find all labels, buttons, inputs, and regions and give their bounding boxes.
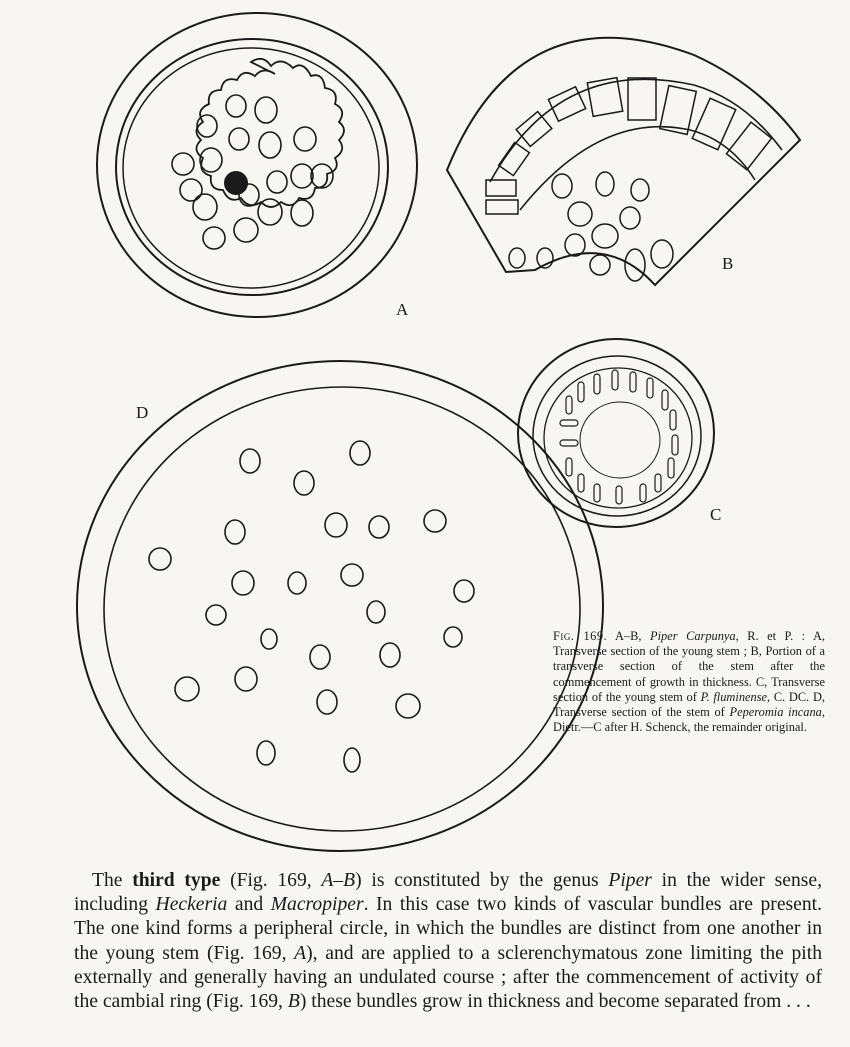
body-text: ) is constituted by the genus <box>355 870 609 891</box>
label-d: D <box>136 403 149 422</box>
body-text: . In this case two kinds of vascular bundles are present. The one kind forms a peripheral circle, in which the bundles are distinct from one another in the young stem (Fig. 169, <box>74 894 822 964</box>
body-text: in the wider sense, including <box>74 870 822 916</box>
body-italic: Piper <box>608 870 652 891</box>
label-c: C <box>710 505 722 524</box>
body-paragraph <box>74 869 822 1014</box>
figure-caption <box>553 629 825 735</box>
label-b: B <box>722 254 734 273</box>
body-text: (Fig. 169, <box>220 870 322 891</box>
body-bold: third type <box>132 870 221 891</box>
caption-species: P. fluminense <box>700 689 768 704</box>
section-b-drawing <box>447 38 800 285</box>
body-italic: Heckeria <box>155 894 228 916</box>
body-text: ), and are applied to a sclerenchymatous zone limiting the pith externally and generally having an undulated course ; after the commencement of activity of the cambial ring (Fig. 169, <box>74 942 822 1013</box>
section-c-drawing <box>518 339 714 527</box>
body-italic: A–B <box>321 870 356 891</box>
label-a: A <box>396 300 409 319</box>
caption-species: Piper Carpunya <box>650 629 736 643</box>
body-italic: B <box>287 991 300 1013</box>
body-text: and <box>227 894 271 916</box>
body-text: The <box>92 870 133 891</box>
section-a-drawing <box>97 13 417 317</box>
caption-text: , Dietr.—C after H. Schenck, the remainder original. <box>553 705 825 735</box>
body-italic: Macropiper <box>270 894 364 916</box>
caption-species: Peperomia incana <box>729 705 822 720</box>
section-d-drawing <box>77 361 603 851</box>
body-text: ) these bundles grow in thickness and become separated from . . . <box>299 991 811 1013</box>
caption-head: Fig. 169. <box>553 629 608 643</box>
caption-text: , R. et P. : A, Transverse section of the young stem ; B, Portion of a transverse section of the stem after the commencement of growth in thickness. C, Transverse section of the young stem of <box>553 629 825 704</box>
caption-text: , C. DC. D, Transverse section of the stem of <box>553 689 825 720</box>
caption-text: A–B, <box>607 629 651 643</box>
body-italic: A <box>294 942 307 964</box>
